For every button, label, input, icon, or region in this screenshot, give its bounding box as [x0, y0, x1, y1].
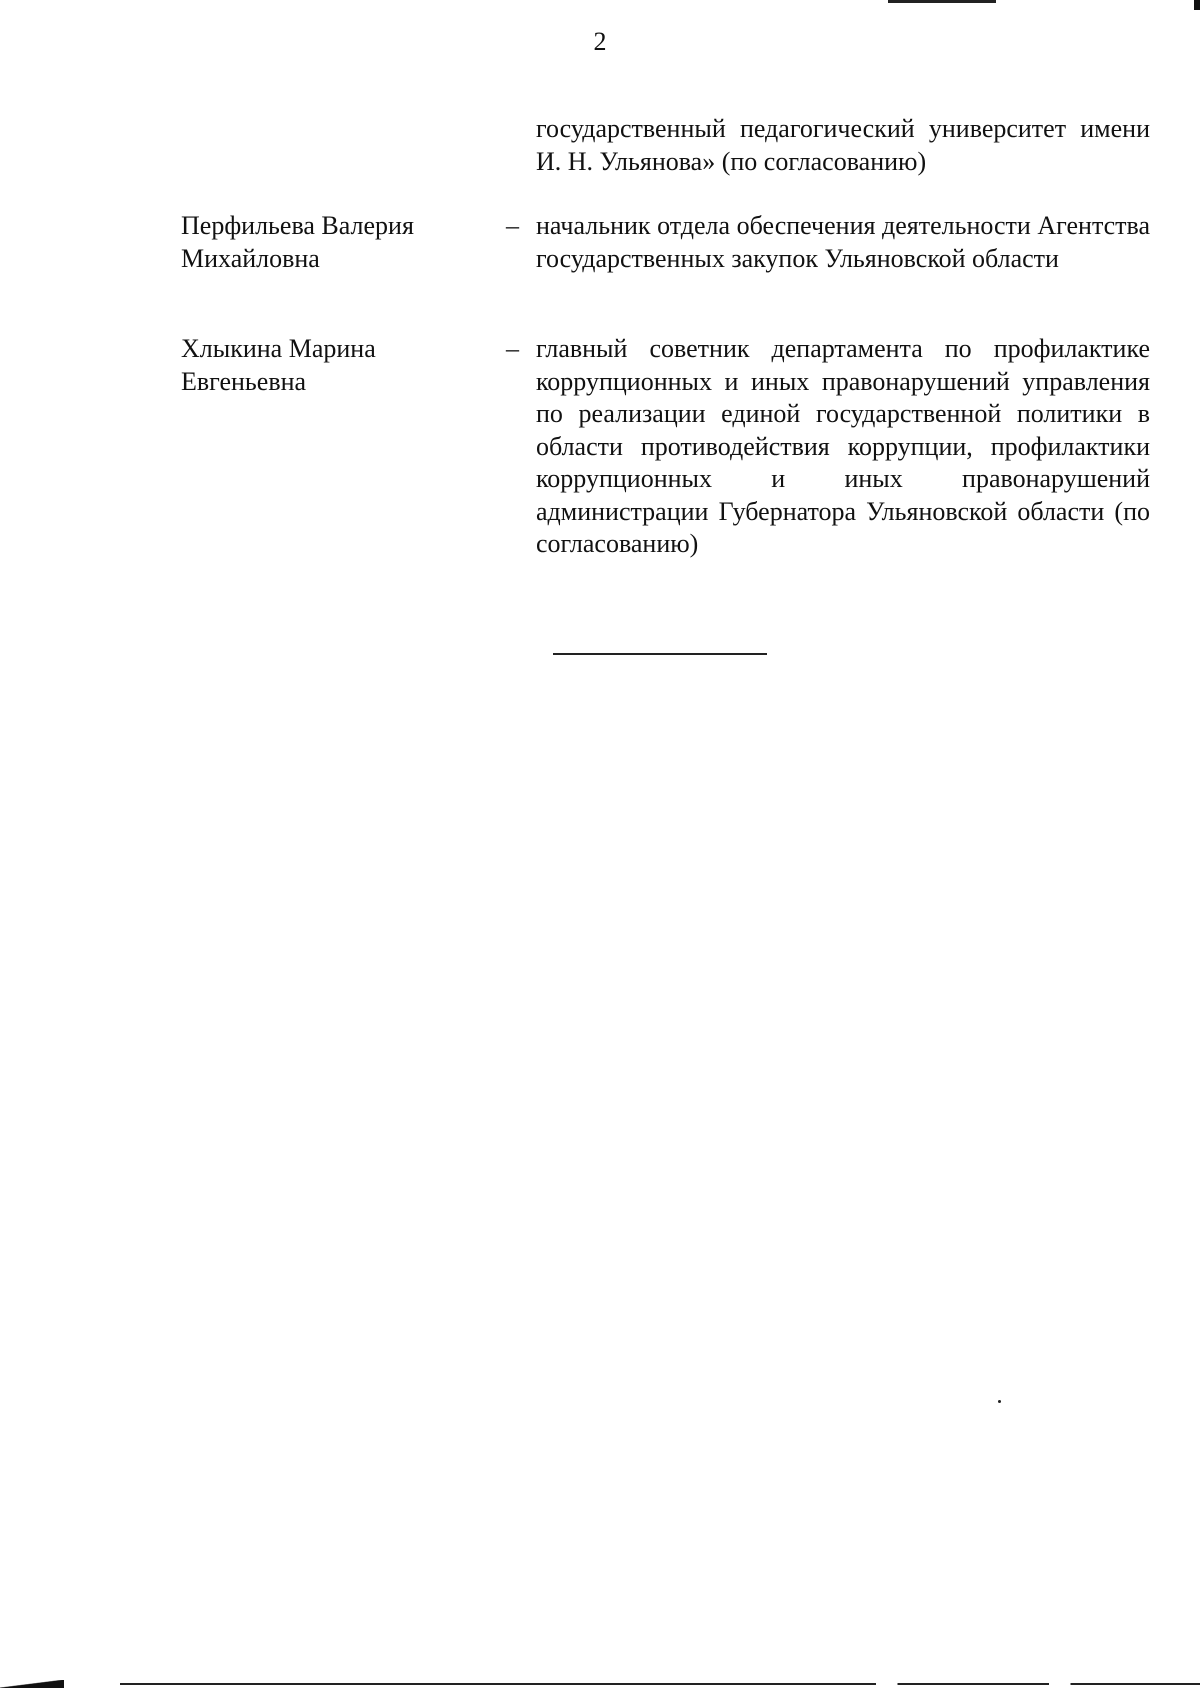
page-number: 2: [593, 27, 607, 56]
end-separator-line: [553, 653, 767, 655]
scan-corner-mark: [1194, 0, 1200, 10]
member-role: начальник отдела обеспечения деятельности Агентства государственных закупок Ульяновской области: [536, 211, 1150, 273]
scan-bottom-rule: [120, 1683, 1200, 1685]
member-role: главный советник департамента по профилактике коррупционных и иных правонарушений управления по реализации единой государственной политики в области противодействия коррупции, профилактики коррупционных и иных правонарушений администрации Губернатора Ульяновской области (по согласованию): [536, 334, 1150, 558]
scan-speck: [998, 1400, 1001, 1403]
member-name: Хлыкина Марина Евгеньевна: [181, 334, 376, 396]
scan-bottom-mark: [0, 1680, 64, 1688]
continuation-text: государственный педагогический университет имени И. Н. Ульянова» (по согласованию): [536, 114, 1150, 176]
scan-top-mark: [888, 0, 996, 3]
member-dash: –: [506, 211, 519, 240]
member-dash: –: [506, 334, 519, 363]
member-name: Перфильева Валерия Михайловна: [181, 211, 414, 273]
